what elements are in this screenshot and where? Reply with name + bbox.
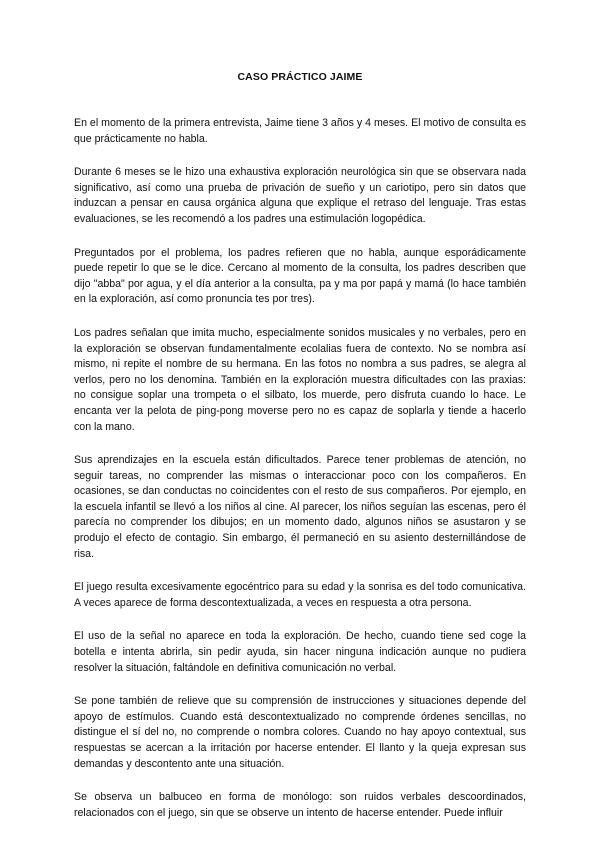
paragraph: Se observa un balbuceo en forma de monólogo: son ruidos verbales descoordinados, relacionados con el juego, sin que se observe un intento de hacerse entender. Puede influir [74,791,526,819]
paragraph: Los padres señalan que imita mucho, especialmente sonidos musicales y no verbales, pero en la exploración se observan fundamentalmente ecolalias fuera de contexto. No se nombra así mismo, ni repite el nombre de su hermana. En las fotos no nombra a sus padres, se alegra al verlos, pero no los denomina. También en la exploración muestra dificultades con las praxias: no consigue soplar una trompeta o el silbato, los muerde, pero disfruta cuando lo hace. Le encanta ver la pelota de ping-pong moverse pero no es capaz de soplarla y tiende a hacerlo con la mano. [74,326,526,433]
paragraph: Se pone también de relieve que su comprensión de instrucciones y situaciones depende del apoyo de estímulos. Cuando está descontextualizado no comprende órdenes sencillas, no distingue el sí del no, no comprende o nombra colores. Cuando no hay apoyo contextual, sus respuestas se acercan a la irritación por hacerse entender. El llanto y la queja expresan sus demandas y descontento ante una situación. [74,695,526,770]
paragraph: El juego resulta excesivamente egocéntrico para su edad y la sonrisa es del todo comunicativa. A veces aparece de forma descontextualizada, a veces en respuesta a otra persona. [74,581,526,609]
paragraph: Durante 6 meses se le hizo una exhaustiva exploración neurológica sin que se observara nada significativo, así como una prueba de privación de sueño y un cariotipo, pero sin datos que induzcan a pensar en causa orgánica alguna que explique el retraso del lenguaje. Tras estas evaluaciones, se les recomendó a los padres una estimulación logopédica. [74,166,526,225]
paragraph: Preguntados por el problema, los padres refieren que no habla, aunque esporádicamente puede repetir lo que se le dice. Cercano al momento de la consulta, los padres describen que dijo "abba" por agua, y el día anterior a la consulta, pa y ma por papá y mamá (lo hace también en la exploración, así como pronuncia tes por tres). [74,246,526,306]
document-title: CASO PRÁCTICO JAIME [237,71,363,83]
paragraph: En el momento de la primera entrevista, Jaime tiene 3 años y 4 meses. El motivo de consulta es que prácticamente no habla. [74,117,526,145]
paragraph: Sus aprendizajes en la escuela están dificultados. Parece tener problemas de atención, no seguir tareas, no comprender las mismas o interaccionar poco con los compañeros. En ocasiones, se dan conductas no coincidentes con el resto de sus compañeros. Por ejemplo, en la escuela infantil se llevó a los niños al cine. Al parecer, los niños seguían las escenas, pero él parecía no comprender los dibujos; en un momento dado, algunos niños se asustaron y se produjo el efecto de contagio. Sin embargo, él permaneció en su asiento desternillándose de risa. [74,454,526,560]
paragraph: El uso de la señal no aparece en toda la exploración. De hecho, cuando tiene sed coge la botella e intenta abrirla, sin pedir ayuda, sin hacer ninguna indicación aunque no pudiera resolver la situación, faltándole en definitiva comunicación no verbal. [74,630,526,674]
document-body [74,116,526,839]
